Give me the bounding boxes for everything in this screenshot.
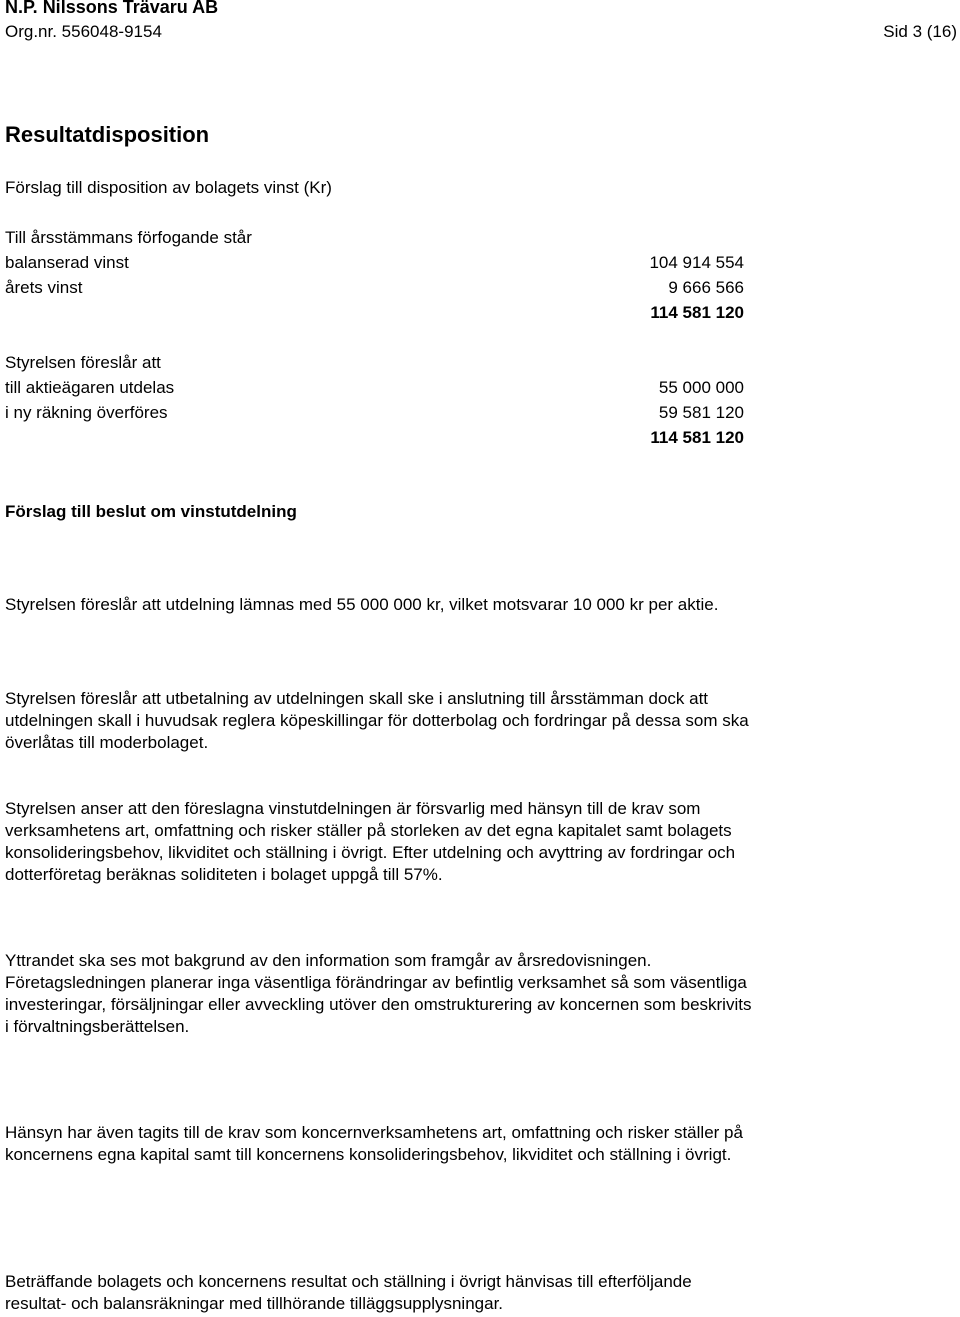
row-value: 55 000 000 [658,378,744,397]
row-label: till aktieägaren utdelas [5,378,175,397]
page-number: Sid 3 (16) [883,22,957,41]
paragraph-line: i förvaltningsberättelsen. [5,1017,190,1036]
paragraph-line: Beträffande bolagets och koncernens resultat och ställning i övrigt hänvisas till efterföljande [5,1272,692,1291]
disposal-row [5,253,744,277]
disposal-row [5,278,744,302]
proposal-row [5,378,744,402]
paragraph-line: investeringar, försäljningar eller avveckling utöver den omstrukturering av koncernen som beskrivits [5,995,752,1014]
paragraph-line: utdelningen skall i huvudsak reglera köpeskillingar för dotterbolag och fordringar på dessa som ska [5,711,749,730]
row-label: balanserad vinst [5,253,129,272]
row-value: 9 666 566 [668,278,744,297]
proposal-row [5,403,744,427]
row-label: i ny räkning överföres [5,403,168,422]
disposal-intro: Till årsstämmans förfogande står [5,228,252,247]
paragraph-line: konsolideringsbehov, likviditet och ställning i övrigt. Efter utdelning och avyttring av fordringar och [5,843,736,862]
paragraph-dividend-amount [5,594,905,616]
paragraph-line: koncernens egna kapital samt till koncernens konsolideringsbehov, likviditet och ställning i övrigt. [5,1145,732,1164]
paragraph-group-considerations [5,1122,905,1166]
paragraph-line: Styrelsen föreslår att utdelning lämnas med 55 000 000 kr, vilket motsvarar 10 000 kr per aktie. [5,595,719,614]
paragraph-line: dotterföretag beräknas soliditeten i bolaget uppgå till 57%. [5,865,443,884]
paragraph-line: Yttrandet ska ses mot bakgrund av den information som framgår av årsredovisningen. [5,951,652,970]
dividend-heading: Förslag till beslut om vinstutdelning [5,502,297,521]
disposal-total-row [5,303,744,327]
row-label: årets vinst [5,278,83,297]
paragraph-line: verksamhetens art, omfattning och risker ställer på storleken av det egna kapitalet samt bolagets [5,821,732,840]
proposal-total-row [5,428,744,452]
disposal-total: 114 581 120 [650,303,744,322]
paragraph-line: Företagsledningen planerar inga väsentliga förändringar av befintlig verksamhet så som väsentliga [5,973,747,992]
paragraph-line: resultat- och balansräkningar med tillhörande tilläggsupplysningar. [5,1294,504,1313]
paragraph-line: överlåtas till moderbolaget. [5,733,209,752]
page-title: Resultatdisposition [5,122,210,147]
row-value: 104 914 554 [649,253,744,272]
paragraph-line: Hänsyn har även tagits till de krav som koncernverksamhetens art, omfattning och risker ställer på [5,1123,743,1142]
paragraph-justification [5,798,905,886]
row-value: 59 581 120 [658,403,744,422]
company-name: N.P. Nilssons Trävaru AB [5,0,219,17]
paragraph-reference [5,1271,905,1315]
proposal-total: 114 581 120 [650,428,744,447]
section-subtitle: Förslag till disposition av bolagets vinst (Kr) [5,178,332,197]
proposal-intro: Styrelsen föreslår att [5,353,161,372]
paragraph-line: Styrelsen föreslår att utbetalning av utdelningen skall ske i anslutning till årsstämman dock att [5,689,709,708]
org-number: Org.nr. 556048-9154 [5,22,162,41]
paragraph-payment [5,688,905,754]
paragraph-line: Styrelsen anser att den föreslagna vinstutdelningen är försvarlig med hänsyn till de krav som [5,799,701,818]
paragraph-background [5,950,905,1038]
